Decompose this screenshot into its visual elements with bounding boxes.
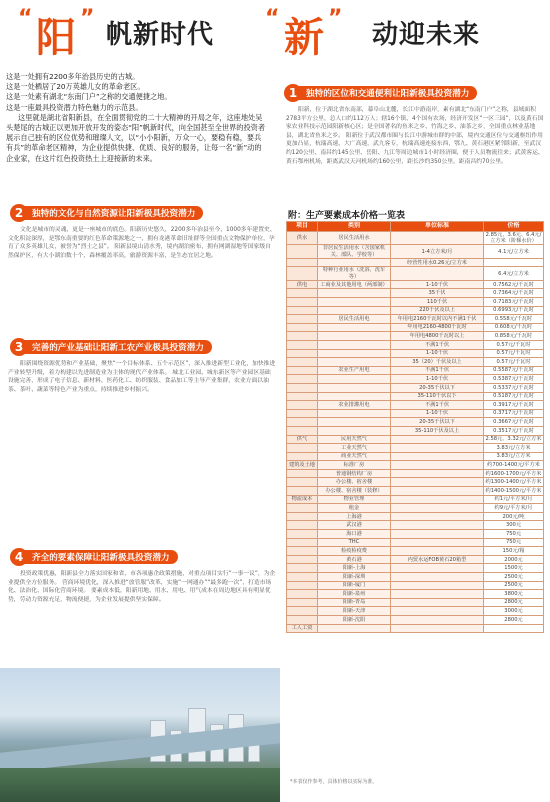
table-cell	[318, 624, 391, 633]
table-cell	[287, 245, 318, 258]
table-cell: 不满1千伏	[391, 401, 484, 410]
table-cell: 物业管理	[318, 495, 391, 504]
table-cell: 220千伏及以上	[391, 306, 484, 315]
table-cell: 年用电2160千瓦时以内不满1千伏	[391, 315, 484, 324]
table-header-cell: 价格	[484, 222, 544, 232]
table-cell: 工商业及其他用电（两部制）	[318, 280, 391, 289]
table-row	[287, 624, 544, 633]
table-cell	[287, 581, 318, 590]
poster-header	[0, 0, 550, 72]
table-row	[287, 323, 544, 332]
table-cell	[287, 366, 318, 375]
table-cell	[287, 538, 318, 547]
table-cell	[318, 258, 391, 267]
table-row	[287, 469, 544, 478]
table-cell: 居民生活用水	[318, 232, 391, 245]
table-row	[287, 530, 544, 539]
table-cell: 年用电4800千瓦时以上	[391, 332, 484, 341]
intro-paragraph: 这里就是湖北省阳新县，在全面贯彻党的二十大精神的开局之年，这座地处吴头楚尾的古城正以更加开放开发的姿态“阳”帆新时代，向全国甚至全世界的投资者展示自己独有的区位优势和璀璨人文，以“小小阳新，万众一心，要稳有稳，要兵有兵”的革命老区精神，为企业提供快捷、优质、良好的服务，让每一名“新”动的企业家，在这片红色投资热土上迎接新的未来。	[6, 112, 266, 163]
table-row	[287, 435, 544, 444]
table-cell	[391, 547, 484, 556]
table-row	[287, 581, 544, 590]
table-row	[287, 258, 544, 267]
intro-line: 这是一处素有湖北“东南门户”之称的交通便捷之地。	[6, 92, 172, 102]
section-1-body: 阳新，位于湖北省东南部，幕阜山北麓，长江中游南岸，素有湖北“东南门户”之称，县域面积2783平方公里，总人口约112万人；辖16个镇、4个国有农场，经济开发区“一区三园”，以及黄石国家农业科技示范园阳新核心区；是全国著名的鱼米之乡、竹海之乡、油茶之乡，全国重点林业基地县，湖北省鱼米之乡。 阳新位于武汉都市圈与长江中游城市群的中部，境内交通区位与交通枢纽作用更加凸显，杭瑞高速、大广高速，武九客专，杭瑞高速连接东西，鄂九、黄石港区紧邻阳新，至武汉约120公里、南昌约145公里、岳阳、九江等周边城市1小时经济圈，便于人员物流往来；武黄客运、黄石鄂州机场，距离武汉天河机场约160公里，距长沙约350公里，距南昌约70公里。	[286, 107, 544, 165]
table-cell: 农业生产用电	[318, 366, 391, 375]
table-cell	[391, 581, 484, 590]
table-cell: 经营性用水0.26元/立方米	[391, 258, 484, 267]
table-cell: 0.3667元/千瓦时	[484, 418, 544, 427]
section-2-header	[10, 204, 203, 222]
section-4-header	[10, 548, 178, 566]
table-cell: 工人工资	[287, 624, 318, 633]
table-row	[287, 289, 544, 298]
table-cell: 200元/吨	[484, 512, 544, 521]
title-big-char-1: 阳	[36, 15, 76, 61]
table-cell: 商业天然气	[318, 452, 391, 461]
table-row	[287, 366, 544, 375]
table-cell	[391, 478, 484, 487]
table-row	[287, 478, 544, 487]
table-cell: 阳新-沈阳	[318, 615, 391, 624]
table-cell: 黄石港	[318, 555, 391, 564]
table-cell: 供水	[287, 232, 318, 245]
table-row	[287, 401, 544, 410]
table-cell: 3000元	[484, 607, 544, 616]
table-cell: 0.5387元/千瓦时	[484, 375, 544, 384]
quote-close-1: ”	[80, 6, 95, 31]
table-cell: 0.608元/千瓦时	[484, 323, 544, 332]
table-row	[287, 267, 544, 280]
table-cell	[287, 615, 318, 624]
table-cell: 2000元	[484, 555, 544, 564]
table-cell	[287, 340, 318, 349]
table-cell: 约700-1400元/平方米	[484, 461, 544, 470]
intro-line: 这是一处拥有2200多年治县历史的古城。	[6, 72, 140, 81]
table-cell	[287, 306, 318, 315]
table-cell: 0.7364元/千瓦时	[484, 289, 544, 298]
table-cell: 供气	[287, 435, 318, 444]
table-row	[287, 383, 544, 392]
table-cell: 35-110千伏以下	[391, 392, 484, 401]
quote-open-2: “	[265, 6, 280, 31]
table-row	[287, 245, 544, 258]
title-part-2: 动迎未来	[372, 20, 481, 50]
table-row	[287, 607, 544, 616]
table-cell	[287, 392, 318, 401]
table-row	[287, 444, 544, 453]
table-header-cell: 单位标准	[391, 222, 484, 232]
table-cell: 租金	[318, 504, 391, 513]
table-row	[287, 564, 544, 573]
table-cell	[287, 409, 318, 418]
table-cell: 35（20）千伏及以上	[391, 358, 484, 367]
table-cell	[287, 358, 318, 367]
table-cell: 阳新-泉州	[318, 590, 391, 599]
table-cell	[318, 289, 391, 298]
table-row	[287, 573, 544, 582]
table-cell	[391, 598, 484, 607]
table-cell	[318, 418, 391, 427]
section-number: 4	[10, 548, 28, 566]
table-cell	[318, 298, 391, 307]
table-cell: 300元	[484, 521, 544, 530]
table-cell: 1-4立方米/月	[391, 245, 484, 258]
section-title: 齐全的要素保障让阳新极具投资潜力	[24, 550, 178, 564]
table-cell: 1500元	[484, 564, 544, 573]
table-cell: 0.5337元/千瓦时	[484, 383, 544, 392]
table-cell: 不满1千伏	[391, 340, 484, 349]
table-cell: 0.57元/千瓦时	[484, 340, 544, 349]
table-row	[287, 615, 544, 624]
table-header-cell: 项目	[287, 222, 318, 232]
table-cell: 20-35千伏以下	[391, 383, 484, 392]
table-cell: 0.558元/千瓦时	[484, 315, 544, 324]
table-cell: 0.5587元/千瓦时	[484, 366, 544, 375]
section-2-body: 文化是城市的灵魂，更是一座城市的底色。阳新历史悠久，2200多年治县至今，1000多年建置史、文化积淀深厚，是鄂东南重要的红色革命策源地之一，拥有龙港革命旧址群等全国重点文物保护单位，孕育了众多英雄儿女，被誉为“烈士之县”。 阳新县境山清水秀，境内湖泊密布，拥有网湖湿地等国家级自然保护区，有大小湖泊数十个，森林覆盖率高，旅游资源丰富，是生态宜居之地。	[8, 227, 276, 259]
table-cell	[318, 340, 391, 349]
table-cell	[391, 538, 484, 547]
city-skyline-photo	[0, 668, 280, 802]
table-cell: 20-35千伏以下	[391, 418, 484, 427]
table-cell	[391, 504, 484, 513]
table-cell: 150元/箱	[484, 547, 544, 556]
table-cell	[287, 555, 318, 564]
table-row	[287, 392, 544, 401]
table-cell	[287, 349, 318, 358]
table-cell: 上海港	[318, 512, 391, 521]
table-row	[287, 340, 544, 349]
table-row	[287, 426, 544, 435]
table-cell: 2500元	[484, 581, 544, 590]
table-cell	[391, 452, 484, 461]
table-cell: 3.83元/立方米	[484, 452, 544, 461]
table-cell: 阳新-深圳	[318, 573, 391, 582]
table-cell	[287, 469, 318, 478]
table-cell: 约1元/平方米/月	[484, 495, 544, 504]
table-cell: 1-10千伏	[391, 409, 484, 418]
table-cell: 约1300-1400元/平方米	[484, 478, 544, 487]
table-cell: 约1400-1500元/平方米	[484, 487, 544, 496]
table-cell	[318, 332, 391, 341]
table-row	[287, 590, 544, 599]
table-cell	[391, 512, 484, 521]
table-cell	[287, 512, 318, 521]
table-header-cell: 类别	[318, 222, 391, 232]
table-cell: 海口港	[318, 530, 391, 539]
table-cell	[287, 315, 318, 324]
table-cell	[318, 323, 391, 332]
table-cell	[318, 349, 391, 358]
table-cell	[484, 258, 544, 267]
table-cell: THC	[318, 538, 391, 547]
table-cell	[318, 409, 391, 418]
table-row	[287, 598, 544, 607]
intro-text	[6, 72, 268, 164]
table-cell: 0.3717元/千瓦时	[484, 409, 544, 418]
table-cell: 2500元	[484, 573, 544, 582]
table-cell	[391, 607, 484, 616]
table-row	[287, 358, 544, 367]
section-title: 完善的产业基础让阳新工农产业极具投资潜力	[24, 340, 212, 354]
table-cell: 不满1千伏	[391, 366, 484, 375]
table-cell: 阳新-厦门	[318, 581, 391, 590]
table-cell: 2800元	[484, 598, 544, 607]
table-cell	[287, 530, 318, 539]
intro-line: 这是一座最具投资潜力特色魅力的示范县。	[6, 102, 143, 112]
table-cell	[287, 590, 318, 599]
table-cell: 阳新-青岛	[318, 598, 391, 607]
quote-close-2: ”	[328, 6, 343, 31]
table-cell	[391, 444, 484, 453]
table-cell: 办公楼、宿舍楼	[318, 478, 391, 487]
table-cell	[287, 332, 318, 341]
table-cell: 建筑及土地	[287, 461, 318, 470]
table-cell: 标准厂房	[318, 461, 391, 470]
table-row	[287, 512, 544, 521]
table-cell	[287, 573, 318, 582]
table-title: 附：生产要素成本价格一览表	[288, 211, 406, 221]
section-4-body: 投资政策优惠，阳新县全力落实国家和省、市各项惠企政策措施，对重点项目实行“一事一议”，为企业提供全方位服务。 营商环境优化，深入推进“放管服”改革，实施“一网通办”“最多跑一次”，打造市场化、法治化、国际化营商环境。 要素成本低，阳新用地、用水、用电、用气成本在周边地区具有明显优势，劳动力资源充足，物流便捷，为企业发展提供坚实保障。	[8, 571, 276, 603]
table-header-row	[287, 222, 544, 232]
table-cell: 居民生活用电	[318, 315, 391, 324]
table-cell	[484, 624, 544, 633]
table-cell	[287, 564, 318, 573]
section-title: 独特的区位和交通便利让阳新极具投资潜力	[298, 86, 477, 100]
table-cell	[318, 426, 391, 435]
section-number: 2	[10, 204, 28, 222]
section-1-header	[284, 84, 477, 102]
table-cell	[287, 487, 318, 496]
quote-open-1: “	[18, 6, 33, 31]
table-row	[287, 298, 544, 307]
section-3-header	[10, 338, 212, 356]
table-cell	[318, 383, 391, 392]
table-cell: 35千伏	[391, 289, 484, 298]
table-row	[287, 521, 544, 530]
table-cell: 约1600-1700元/平方米	[484, 469, 544, 478]
table-cell	[287, 547, 318, 556]
table-cell	[287, 598, 318, 607]
table-cell	[287, 267, 318, 280]
table-cell	[287, 383, 318, 392]
table-row	[287, 452, 544, 461]
table-cell: 35-110千伏及以上	[391, 426, 484, 435]
table-row	[287, 555, 544, 564]
table-cell	[287, 444, 318, 453]
table-cell: 2.85元、3.6元、6.4元/立方米（阶梯水价）	[484, 232, 544, 245]
intro-line: 这是一处栖居了20万英雄儿女的革命老区。	[6, 82, 145, 92]
table-row	[287, 418, 544, 427]
table-cell	[287, 426, 318, 435]
table-cell	[318, 375, 391, 384]
table-cell: 750元	[484, 538, 544, 547]
table-row	[287, 504, 544, 513]
table-cell: 0.858元/千瓦时	[484, 332, 544, 341]
table-cell	[391, 590, 484, 599]
table-row	[287, 547, 544, 556]
table-cell: 0.57元/千瓦时	[484, 349, 544, 358]
table-cell: 年用电2160-4800千瓦时	[391, 323, 484, 332]
table-cell: 武汉港	[318, 521, 391, 530]
table-cell: 检疫检疫费	[318, 547, 391, 556]
table-cell	[318, 306, 391, 315]
table-cell	[391, 469, 484, 478]
table-row	[287, 487, 544, 496]
table-row	[287, 349, 544, 358]
table-cell	[287, 418, 318, 427]
table-cell	[391, 487, 484, 496]
table-cell: 农业排灌用电	[318, 401, 391, 410]
table-cell	[391, 495, 484, 504]
table-cell: 1-10千伏	[391, 280, 484, 289]
table-cell	[318, 392, 391, 401]
table-cell	[287, 478, 318, 487]
table-cell	[391, 521, 484, 530]
section-number: 1	[284, 84, 302, 102]
table-cell: 内贸水运FOB黄石20箱型	[391, 555, 484, 564]
table-cell: 0.7183元/千瓦时	[484, 298, 544, 307]
table-cell	[287, 298, 318, 307]
table-cell: 0.57元/千瓦时	[484, 358, 544, 367]
table-cell: 1-10千伏	[391, 349, 484, 358]
table-cell: 普通钢结构厂房	[318, 469, 391, 478]
table-cell: 0.3917元/千瓦时	[484, 401, 544, 410]
table-cell: 1-10千伏	[391, 375, 484, 384]
table-cell: 750元	[484, 530, 544, 539]
table-cell: 6.4元/立方米	[484, 267, 544, 280]
section-number: 3	[10, 338, 28, 356]
table-cell: 110千伏	[391, 298, 484, 307]
table-row	[287, 306, 544, 315]
table-row	[287, 409, 544, 418]
cost-table	[286, 221, 544, 633]
table-cell	[287, 401, 318, 410]
table-cell	[391, 461, 484, 470]
table-cell	[391, 615, 484, 624]
table-cell: 0.6993元/千瓦时	[484, 306, 544, 315]
table-cell	[391, 624, 484, 633]
table-cell	[287, 375, 318, 384]
table-cell: 办公楼、宿舍楼（装修）	[318, 487, 391, 496]
table-cell: 0.3517元/千瓦时	[484, 426, 544, 435]
table-cell: 0.7562元/千瓦时	[484, 280, 544, 289]
table-row	[287, 332, 544, 341]
table-row	[287, 495, 544, 504]
table-cell	[391, 267, 484, 280]
table-cell: 0.5187元/千瓦时	[484, 392, 544, 401]
title-part-1: 帆新时代	[106, 20, 215, 50]
table-cell: 约9元/平方米/月	[484, 504, 544, 513]
table-row	[287, 538, 544, 547]
table-cell: 非居民生活用水（含国家机关、部队、学校等）	[318, 245, 391, 258]
table-cell: 3800元	[484, 590, 544, 599]
table-cell: 2800元	[484, 615, 544, 624]
table-cell: 物流成本	[287, 495, 318, 504]
table-cell: 工业天然气	[318, 444, 391, 453]
table-cell: 阳新-天津	[318, 607, 391, 616]
table-cell	[287, 504, 318, 513]
table-cell	[287, 521, 318, 530]
table-cell: 特种行业用水（洗浴、洗车等）	[318, 267, 391, 280]
table-cell	[391, 435, 484, 444]
table-cell	[287, 289, 318, 298]
table-cell: 3.83元/立方米	[484, 444, 544, 453]
table-cell	[391, 573, 484, 582]
table-row	[287, 315, 544, 324]
table-cell	[287, 452, 318, 461]
table-cell: 2.58元、3.32元/立方米	[484, 435, 544, 444]
table-row	[287, 375, 544, 384]
table-cell: 供电	[287, 280, 318, 289]
table-cell	[287, 323, 318, 332]
section-title: 独特的文化与自然资源让阳新极具投资潜力	[24, 206, 203, 220]
table-cell	[391, 564, 484, 573]
table-cell	[391, 232, 484, 245]
table-row	[287, 461, 544, 470]
section-3-body: 阳新围绕资源优势和产业基础，聚焦“一个目标体系、五个示范区”，深入推进新型工业化，加快推进产业转型升级，着力构建以先进制造业为主体的现代产业体系。 城北工业园、城东新区等产业园区基础设施完善，形成了电子信息、新材料、医药化工、纺织服装、食品加工等主导产业集群，农业方面以油茶、茶叶、蔬菜等特色产业为重点，持续推进乡村振兴。	[8, 361, 276, 393]
table-cell: 阳新-上海	[318, 564, 391, 573]
table-cell: 4.1元/立方米	[484, 245, 544, 258]
trees	[0, 768, 280, 802]
table-row	[287, 280, 544, 289]
table-cell	[391, 530, 484, 539]
table-row	[287, 232, 544, 245]
table-cell	[318, 358, 391, 367]
title-big-char-2: 新	[284, 15, 324, 61]
table-footnote: *本表仅作参考，具体价格以实际为准。	[290, 779, 378, 785]
table-cell	[287, 607, 318, 616]
table-cell: 民用天然气	[318, 435, 391, 444]
table-cell	[287, 258, 318, 267]
